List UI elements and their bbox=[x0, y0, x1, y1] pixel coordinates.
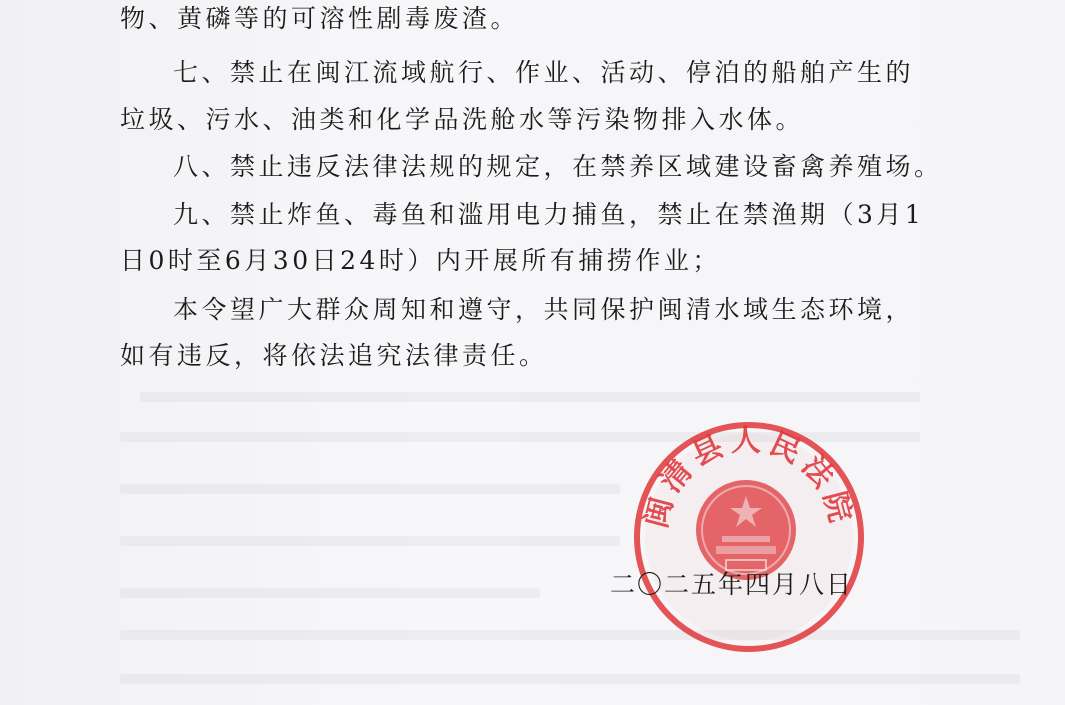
body-line-6: 日0时至6月30日24时）内开展所有捕捞作业； bbox=[120, 246, 721, 275]
bleed-through-mark bbox=[120, 588, 540, 598]
national-emblem-icon bbox=[696, 480, 796, 580]
bleed-through-mark bbox=[140, 392, 920, 402]
bleed-through-mark bbox=[120, 536, 620, 546]
court-seal-stamp bbox=[630, 418, 868, 656]
bleed-through-mark bbox=[120, 674, 1020, 684]
body-line-1: 物、黄磷等的可溶性剧毒废渣。 bbox=[120, 4, 520, 33]
document-date: 二〇二五年四月八日 bbox=[610, 570, 854, 599]
bleed-through-mark bbox=[120, 630, 1020, 640]
body-line-5: 九、禁止炸鱼、毒鱼和滥用电力捕鱼，禁止在禁渔期（3月1 bbox=[173, 200, 925, 229]
body-line-4: 八、禁止违反法律法规的规定，在禁养区域建设畜禽养殖场。 bbox=[173, 152, 943, 181]
bleed-through-mark bbox=[120, 484, 620, 494]
body-line-2: 七、禁止在闽江流域航行、作业、活动、停泊的船舶产生的 bbox=[173, 58, 915, 87]
body-line-3: 垃圾、污水、油类和化学品洗舱水等污染物排入水体。 bbox=[120, 105, 805, 134]
body-line-7: 本令望广大群众周知和遵守，共同保护闽清水域生态环境， bbox=[173, 295, 915, 324]
seal-lettering: 闽清县人民法院 bbox=[638, 423, 860, 532]
body-line-8: 如有违反，将依法追究法律责任。 bbox=[120, 341, 548, 370]
